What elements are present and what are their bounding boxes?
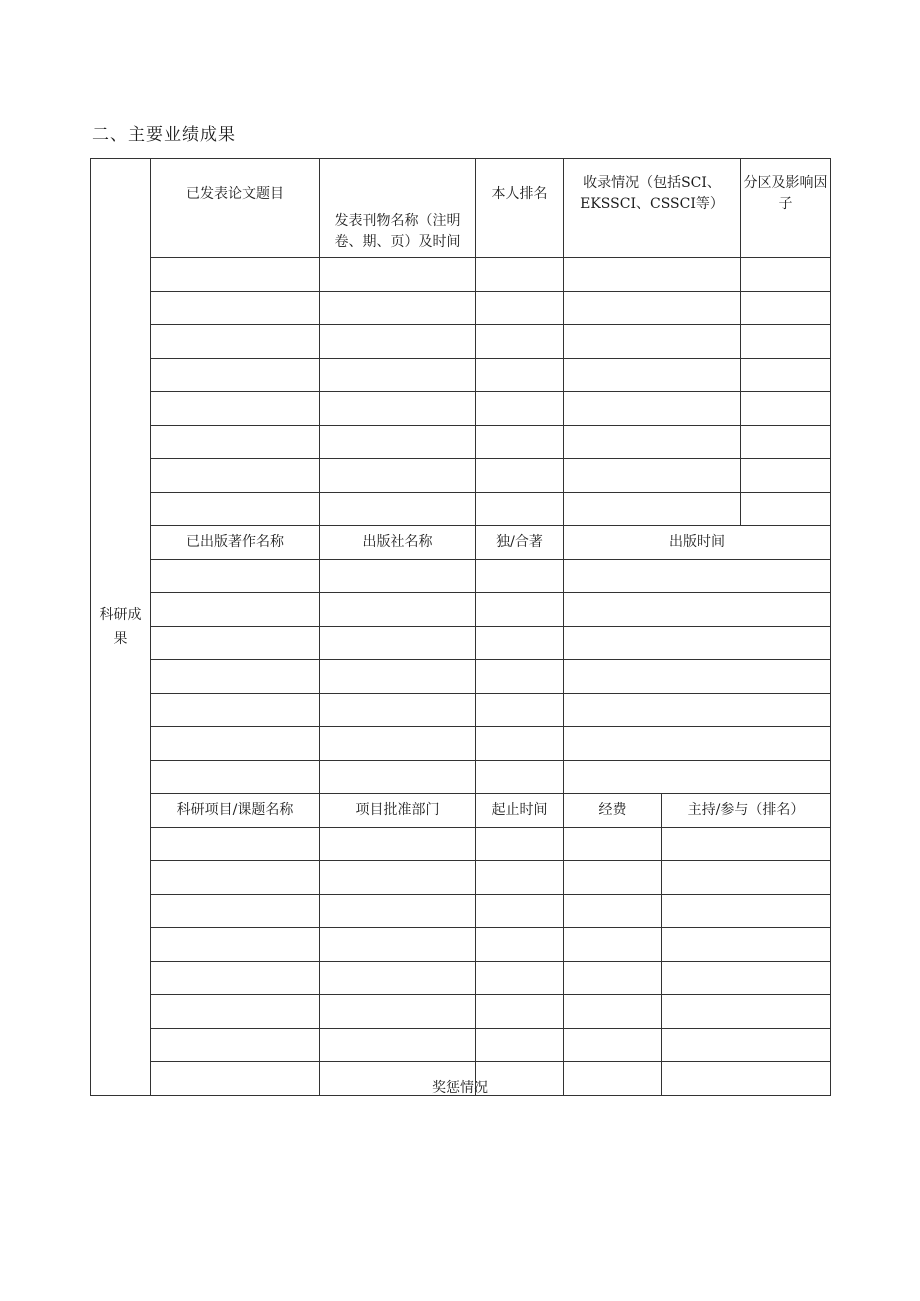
books-row — [91, 559, 831, 593]
projects-cell[interactable] — [662, 961, 831, 995]
projects-cell[interactable] — [320, 827, 476, 861]
books-cell[interactable] — [564, 760, 831, 794]
projects-cell[interactable] — [476, 827, 564, 861]
projects-cell[interactable] — [662, 1028, 831, 1062]
papers-row — [91, 258, 831, 292]
papers-cell[interactable] — [320, 291, 476, 325]
papers-cell[interactable] — [741, 425, 831, 459]
rewards-punishments-label: 奖惩情况 — [432, 1080, 488, 1096]
papers-cell[interactable] — [151, 258, 320, 292]
books-cell[interactable] — [151, 693, 320, 727]
books-cell[interactable] — [476, 660, 564, 694]
projects-cell[interactable] — [564, 861, 662, 895]
papers-cell[interactable] — [564, 325, 741, 359]
side-label: 科研成果 — [99, 606, 142, 647]
papers-cell[interactable] — [741, 459, 831, 493]
papers-cell[interactable] — [151, 291, 320, 325]
papers-row — [91, 358, 831, 392]
papers-cell[interactable] — [741, 358, 831, 392]
papers-cell[interactable] — [564, 258, 741, 292]
projects-cell[interactable] — [476, 928, 564, 962]
papers-cell[interactable] — [564, 358, 741, 392]
papers-row — [91, 459, 831, 493]
books-cell[interactable] — [151, 559, 320, 593]
papers-cell[interactable] — [741, 291, 831, 325]
papers-cell[interactable] — [320, 358, 476, 392]
section-title: 二、主要业绩成果 — [92, 125, 236, 145]
papers-cell[interactable] — [476, 459, 564, 493]
papers-cell[interactable] — [741, 258, 831, 292]
books-cell[interactable] — [151, 660, 320, 694]
books-cell[interactable] — [320, 693, 476, 727]
projects-row — [91, 928, 831, 962]
papers-cell[interactable] — [320, 425, 476, 459]
books-cell[interactable] — [320, 660, 476, 694]
projects-row — [91, 961, 831, 995]
books-cell[interactable] — [564, 593, 831, 627]
papers-cell[interactable] — [151, 459, 320, 493]
books-header-3: 出版时间 — [564, 526, 831, 560]
papers-row — [91, 325, 831, 359]
projects-row — [91, 861, 831, 895]
books-cell[interactable] — [320, 760, 476, 794]
projects-cell[interactable] — [320, 1028, 476, 1062]
books-cell[interactable] — [564, 693, 831, 727]
books-cell[interactable] — [564, 626, 831, 660]
papers-cell[interactable] — [320, 459, 476, 493]
papers-cell[interactable] — [151, 492, 320, 526]
books-cell[interactable] — [320, 626, 476, 660]
projects-cell[interactable] — [151, 995, 320, 1029]
papers-cell[interactable] — [564, 459, 741, 493]
projects-cell[interactable] — [476, 995, 564, 1029]
books-cell[interactable] — [151, 727, 320, 761]
papers-header-4: 分区及影响因子 — [741, 159, 831, 258]
papers-cell[interactable] — [476, 358, 564, 392]
papers-cell[interactable] — [741, 492, 831, 526]
books-header-2: 独/合著 — [476, 526, 564, 560]
projects-cell[interactable] — [151, 961, 320, 995]
papers-header-2: 本人排名 — [476, 159, 564, 258]
projects-cell[interactable] — [151, 827, 320, 861]
papers-cell[interactable] — [151, 392, 320, 426]
books-cell[interactable] — [151, 593, 320, 627]
projects-cell[interactable] — [476, 861, 564, 895]
projects-cell[interactable] — [564, 894, 662, 928]
projects-row — [91, 894, 831, 928]
projects-cell[interactable] — [564, 827, 662, 861]
books-row — [91, 593, 831, 627]
papers-cell[interactable] — [741, 325, 831, 359]
papers-cell[interactable] — [564, 425, 741, 459]
books-cell[interactable] — [320, 593, 476, 627]
achievements-table — [90, 158, 831, 1096]
projects-cell[interactable] — [564, 1028, 662, 1062]
projects-row — [91, 995, 831, 1029]
projects-cell[interactable] — [564, 961, 662, 995]
projects-cell[interactable] — [662, 827, 831, 861]
books-cell[interactable] — [476, 559, 564, 593]
books-row — [91, 693, 831, 727]
papers-row — [91, 392, 831, 426]
books-row — [91, 626, 831, 660]
papers-cell[interactable] — [741, 392, 831, 426]
books-cell[interactable] — [151, 760, 320, 794]
projects-cell[interactable] — [662, 861, 831, 895]
projects-cell[interactable] — [662, 894, 831, 928]
papers-header-3: 收录情况（包括SCI、EKSSCI、CSSCI等） — [564, 159, 741, 258]
books-header-1: 出版社名称 — [320, 526, 476, 560]
projects-header-4: 主持/参与（排名） — [662, 794, 831, 828]
papers-cell[interactable] — [564, 291, 741, 325]
projects-header-2: 起止时间 — [476, 794, 564, 828]
papers-cell[interactable] — [476, 258, 564, 292]
papers-cell[interactable] — [320, 325, 476, 359]
papers-cell[interactable] — [151, 358, 320, 392]
projects-cell[interactable] — [320, 894, 476, 928]
books-cell[interactable] — [151, 626, 320, 660]
papers-cell[interactable] — [476, 425, 564, 459]
projects-cell[interactable] — [476, 961, 564, 995]
papers-row — [91, 492, 831, 526]
papers-cell[interactable] — [476, 325, 564, 359]
books-header-0: 已出版著作名称 — [151, 526, 320, 560]
papers-cell[interactable] — [476, 291, 564, 325]
books-cell[interactable] — [476, 727, 564, 761]
projects-cell[interactable] — [320, 928, 476, 962]
papers-cell[interactable] — [564, 392, 741, 426]
projects-row — [91, 827, 831, 861]
projects-cell[interactable] — [151, 928, 320, 962]
papers-row — [91, 291, 831, 325]
projects-cell[interactable] — [476, 1028, 564, 1062]
papers-cell[interactable] — [476, 392, 564, 426]
papers-cell[interactable] — [320, 492, 476, 526]
projects-cell[interactable] — [151, 1028, 320, 1062]
papers-header-1: 发表刊物名称（注明卷、期、页）及时间 — [320, 159, 476, 258]
books-cell[interactable] — [476, 626, 564, 660]
projects-cell[interactable] — [564, 995, 662, 1029]
side-label-cell — [91, 159, 151, 1096]
books-row — [91, 727, 831, 761]
books-cell[interactable] — [564, 559, 831, 593]
projects-cell[interactable] — [564, 928, 662, 962]
papers-header-0: 已发表论文题目 — [151, 159, 320, 258]
papers-cell[interactable] — [320, 258, 476, 292]
projects-header-3: 经费 — [564, 794, 662, 828]
books-cell[interactable] — [320, 559, 476, 593]
papers-cell[interactable] — [476, 492, 564, 526]
books-cell[interactable] — [476, 693, 564, 727]
projects-cell[interactable] — [476, 894, 564, 928]
books-cell[interactable] — [476, 593, 564, 627]
books-row — [91, 760, 831, 794]
books-cell[interactable] — [564, 660, 831, 694]
books-cell[interactable] — [320, 727, 476, 761]
projects-header-1: 项目批准部门 — [320, 794, 476, 828]
projects-cell[interactable] — [662, 928, 831, 962]
papers-cell[interactable] — [320, 392, 476, 426]
projects-cell[interactable] — [151, 861, 320, 895]
books-cell[interactable] — [564, 727, 831, 761]
projects-header-0: 科研项目/课题名称 — [151, 794, 320, 828]
papers-cell[interactable] — [151, 325, 320, 359]
papers-cell[interactable] — [151, 425, 320, 459]
papers-cell[interactable] — [564, 492, 741, 526]
projects-cell[interactable] — [320, 995, 476, 1029]
papers-row — [91, 425, 831, 459]
books-row — [91, 660, 831, 694]
projects-cell[interactable] — [320, 861, 476, 895]
projects-cell[interactable] — [151, 894, 320, 928]
projects-cell[interactable] — [662, 995, 831, 1029]
projects-row — [91, 1028, 831, 1062]
books-cell[interactable] — [476, 760, 564, 794]
projects-cell[interactable] — [320, 961, 476, 995]
